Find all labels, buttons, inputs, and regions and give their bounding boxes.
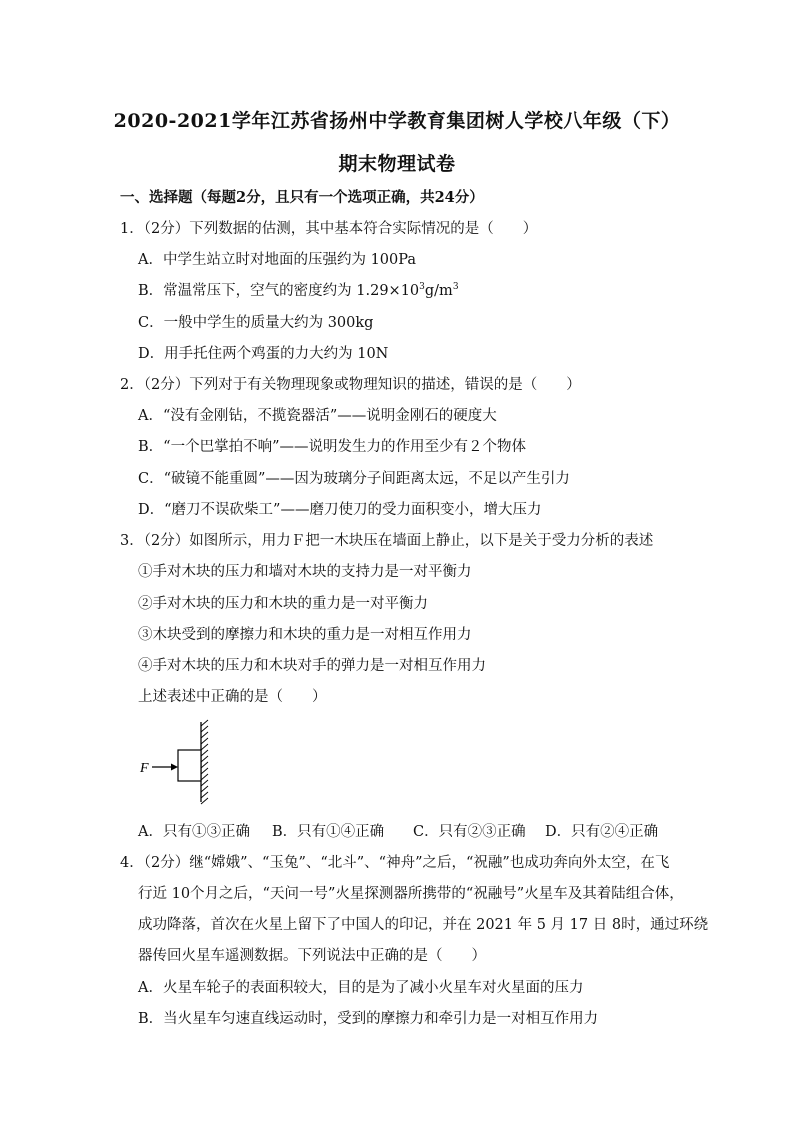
exam-title-line2: 期末物理试卷: [338, 153, 456, 175]
section-heading: 一、选择题（每题2分，且只有一个选项正确，共24分）: [120, 189, 484, 206]
q3-statement-3: ③木块受到的摩擦力和木块的重力是一对相互作用力: [138, 627, 472, 643]
force-arrow: [152, 764, 178, 771]
q3-statement-4: ④手对木块的压力和木块对手的弹力是一对相互作用力: [138, 658, 486, 674]
q3-option-a: A．只有①③正确: [138, 824, 250, 840]
q2-option-a: A．“没有金刚钻，不揽瓷器活”——说明金刚石的硬度大: [138, 408, 497, 424]
q3-statement-1: ①手对木块的压力和墙对木块的支持力是一对平衡力: [138, 564, 472, 580]
q4-stem-line3: 成功降落，首次在火星上留下了中国人的印记，并在 2021 年 5 月 17 日 8时，通过环绕: [138, 917, 709, 933]
q4-stem-line1: 4．（2分）继“嫦娥”、“玉兔”、“北斗”、“神舟”之后，“祝融”也成功奔向外太空，在飞: [120, 855, 670, 871]
q1-stem: 1．（2分）下列数据的估测，其中基本符合实际情况的是（ ）: [120, 221, 538, 237]
force-block-wall-diagram: [138, 718, 228, 808]
q2-option-b: B．“一个巴掌拍不响”——说明发生力的作用至少有２个物体: [138, 439, 526, 455]
q3-option-b: B．只有①④正确: [272, 824, 385, 840]
q3-option-d: D．只有②④正确: [545, 824, 659, 840]
q4-option-b: B．当火星车匀速直线运动时，受到的摩擦力和牵引力是一对相互作用力: [138, 1011, 599, 1027]
force-label: F: [140, 761, 149, 776]
q3-option-c: C．只有②③正确: [413, 824, 526, 840]
q4-option-a: A．火星车轮子的表面积较大，目的是为了减小火星车对火星面的压力: [138, 980, 584, 996]
q1-option-d: D．用手托住两个鸡蛋的力大约为 10N: [138, 346, 389, 362]
q1-option-b: B．常温常压下，空气的密度约为 $1.29\times 10^3g/m^3$: [138, 282, 459, 299]
exam-title-line1: 2020-2021学年江苏省扬州中学教育集团树人学校八年级（下）: [113, 110, 681, 132]
wall: [201, 720, 208, 804]
q2-stem: 2．（2分）下列对于有关物理现象或物理知识的描述，错误的是（ ）: [120, 377, 581, 393]
q2-option-d: D．“磨刀不误砍柴工”——磨刀使刀的受力面积变小，增大压力: [138, 502, 542, 518]
wooden-block: [178, 750, 201, 781]
q3-statement-2: ②手对木块的压力和木块的重力是一对平衡力: [138, 596, 428, 612]
q3-stem: 3．（2分）如图所示，用力Ｆ把一木块压在墙面上静止，以下是关于受力分析的表述: [120, 533, 654, 549]
q1-option-a: A．中学生站立时对地面的压强约为 100Pa: [138, 252, 417, 268]
q4-stem-line2: 行近 10个月之后，“天问一号”火星探测器所携带的“祝融号”火星车及其着陆组合体，: [138, 886, 684, 902]
q2-option-c: C．“破镜不能重圆”——因为玻璃分子间距离太远，不足以产生引力: [138, 471, 570, 487]
q1-option-c: C．一般中学生的质量大约为 300kg: [138, 315, 374, 331]
q4-stem-line4: 器传回火星车遥测数据。下列说法中正确的是（ ）: [138, 948, 486, 964]
q3-ask: 上述表述中正确的是（ ）: [138, 689, 327, 705]
